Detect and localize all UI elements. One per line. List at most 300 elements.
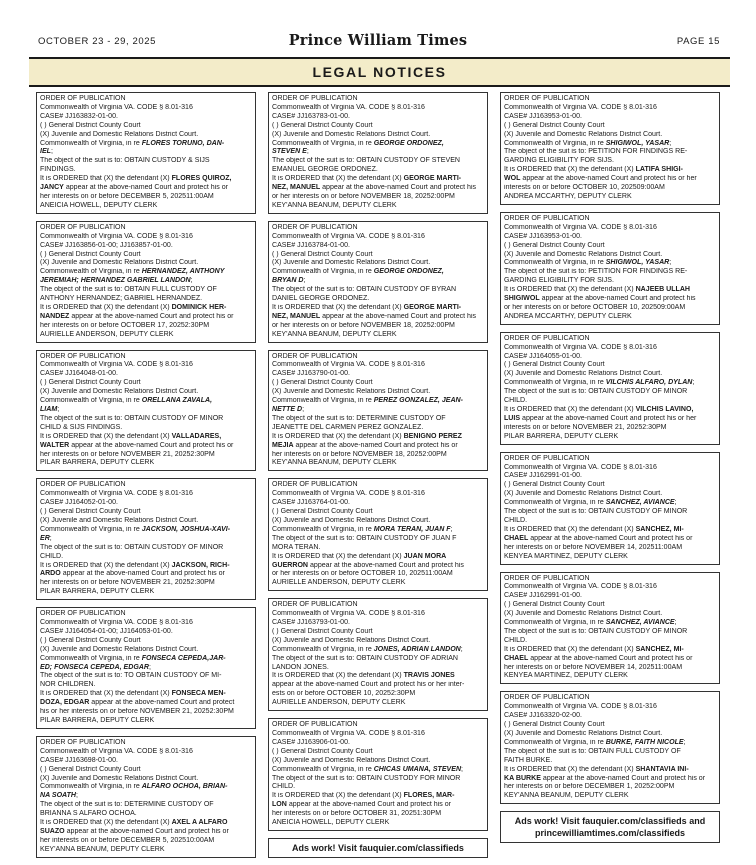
notice-deadline: her interests on or before DECEMBER 5, 202511:00AM <box>40 192 214 200</box>
notice-in-re: Commonwealth of Virginia, in re JONES, ADRIAN LANDON; <box>272 645 463 653</box>
notice-clerk: ANEICIA HOWELL, DEPUTY CLERK <box>40 201 158 209</box>
notice-object-cont: EMANUEL GEORGE ORDONEZ. <box>272 166 378 174</box>
notice-case: CASE# JJ163784-01-00. <box>272 241 350 249</box>
notice-gdc: ( ) General District County Court <box>40 379 141 387</box>
notice-object: The object of the suit is to: OBTAIN CUSTODY FOR MINOR <box>272 774 461 782</box>
notice-title: ORDER OF PUBLICATION <box>272 352 358 360</box>
order-prefix: It is ORDERED that (X) the defendant (X) <box>40 175 172 183</box>
in-re-name: SANCHEZ, AVIANCE <box>605 499 675 507</box>
notice-clerk: ANDREA MCCARTHY, DEPUTY CLERK <box>504 192 632 200</box>
notice-jdr: (X) Juvenile and Domestic Relations District Court. <box>272 130 431 138</box>
notice-deadline: her interests on or before OCTOBER 17, 20252:30PM <box>40 321 210 329</box>
notice-clerk: KEY'ANNA BEANUM, DEPUTY CLERK <box>40 845 165 853</box>
order-prefix: It is ORDERED that (X) the defendant (X) <box>504 525 636 533</box>
notice-gdc: ( ) General District County Court <box>272 250 373 258</box>
notice-clerk: PILAR BARRERA, DEPUTY CLERK <box>40 459 155 467</box>
order-prefix: It is ORDERED that (X) the defendant (X) <box>272 432 404 440</box>
notice-gdc: ( ) General District County Court <box>40 765 141 773</box>
notice-in-re: Commonwealth of Virginia, in re SANCHEZ, AVIANCE; <box>504 499 677 507</box>
legal-notice <box>268 478 488 591</box>
order-prefix: It is ORDERED that (X) the defendant (X) <box>504 286 636 294</box>
notice-title: ORDER OF PUBLICATION <box>40 223 126 231</box>
notice-in-re: Commonwealth of Virginia, in re MORA TERAN, JUAN F; <box>272 525 453 533</box>
section-title: LEGAL NOTICES <box>29 57 730 87</box>
notice-jdr: (X) Juvenile and Domestic Relations District Court. <box>504 490 663 498</box>
column-1 <box>36 92 256 865</box>
notice-code: Commonwealth of Virginia VA. CODE § 8.01-316 <box>272 103 425 111</box>
defendant-name-cont: CHAEL <box>504 654 529 662</box>
notice-object-cont: DANIEL GEORGE ORDONEZ. <box>272 295 370 303</box>
order-prefix: It is ORDERED that (X) the defendant (X) <box>272 175 404 183</box>
legal-notice <box>268 350 488 472</box>
ad-line-2: princewilliamtimes.com/classifieds <box>534 828 686 839</box>
in-re-name-cont: NETTE D <box>272 406 303 413</box>
notice-clerk: KEY'ANNA BEANUM, DEPUTY CLERK <box>272 201 397 209</box>
notice-title: ORDER OF PUBLICATION <box>40 610 126 618</box>
notice-order <box>504 166 716 175</box>
legal-notice <box>268 221 488 343</box>
in-re-prefix: Commonwealth of Virginia, in re <box>504 619 606 627</box>
order-prefix: It is ORDERED that (X) the defendant (X) <box>40 690 172 698</box>
defendant-name-cont: NANDEZ <box>40 312 70 320</box>
in-re-name-cont: LIAM <box>40 406 58 413</box>
notice-deadline: or her interests on or before NOVEMBER 18, 20252:00PM <box>272 192 455 200</box>
notice-order <box>272 175 484 184</box>
notice-clerk: KEY'ANNA BEANUM, DEPUTY CLERK <box>272 459 397 467</box>
notice-object: The object of the suit is to: OBTAIN CUSTODY OF MINOR <box>40 414 224 422</box>
in-re-name: ORELLANA ZAVALA, <box>141 397 213 405</box>
notice-appear <box>40 570 252 579</box>
notice-order <box>40 819 252 828</box>
defendant-name: AXEL A ALFARO <box>171 819 228 827</box>
notice-in-re-cont: STEVEN E; <box>272 148 309 156</box>
in-re-prefix: Commonwealth of Virginia, in re <box>504 499 606 507</box>
notice-deadline: or her interests on or before NOVEMBER 18, 20252:00PM <box>272 321 455 329</box>
notice-case: CASE# JJ163906-01-00. <box>272 738 350 746</box>
notice-order <box>40 690 252 699</box>
notice-title: ORDER OF PUBLICATION <box>272 481 358 489</box>
notice-case: CASE# JJ164052-01-00. <box>40 499 118 507</box>
classifieds-ad <box>500 811 720 843</box>
notice-jdr: (X) Juvenile and Domestic Relations District Court. <box>504 130 663 138</box>
notice-code: Commonwealth of Virginia VA. CODE § 8.01-316 <box>40 490 193 498</box>
notice-object: The object of the suit is to: OBTAIN CUSTODY OF MINOR <box>40 543 224 551</box>
notice-gdc: ( ) General District County Court <box>504 721 605 729</box>
notice-object: The object of the suit is to: OBTAIN CUSTODY OF STEVEN <box>272 157 460 165</box>
in-re-prefix: Commonwealth of Virginia, in re <box>272 268 374 276</box>
notice-object-cont: BRIANNA S ALFARO OCHOA. <box>40 810 137 818</box>
notice-code: Commonwealth of Virginia VA. CODE § 8.01-316 <box>40 747 193 755</box>
in-re-prefix: Commonwealth of Virginia, in re <box>504 379 606 387</box>
in-re-name: CHICAS UMANA, STEVEN <box>373 765 462 773</box>
defendant-name-cont: JANCY <box>40 184 64 192</box>
defendant-name-cont: WOL <box>504 175 521 183</box>
notice-in-re <box>272 268 484 277</box>
notice-jdr: (X) Juvenile and Domestic Relations District Court. <box>40 259 199 267</box>
notice-appear <box>40 313 252 322</box>
notice-object: The object of the suit is to: DETERMINE CUSTODY OF <box>272 414 446 422</box>
defendant-name: VILCHIS LAVINO, <box>635 406 694 413</box>
appear-text: appear at the above-named Court and protect his or <box>64 827 229 835</box>
notice-object: The object of the suit is to: TO OBTAIN CUSTODY OF MI- <box>40 672 222 680</box>
notice-case: CASE# JJ163953-01-00. <box>504 232 582 240</box>
notice-appear <box>272 801 484 810</box>
in-re-prefix: Commonwealth of Virginia, in re <box>272 765 374 773</box>
notice-in-re: Commonwealth of Virginia, in re SHIGIWOL, YASAR; <box>504 259 672 267</box>
in-re-name-cont: JEREMIAH; HERNANDEZ GABRIEL LANDON <box>40 277 191 285</box>
appear-text: appear at the above-named Court and protect his or <box>69 441 234 449</box>
notice-code: Commonwealth of Virginia VA. CODE § 8.01-316 <box>504 703 657 711</box>
defendant-name-cont: ARDO <box>40 570 61 578</box>
order-prefix: It is ORDERED that (X) the defendant (X) <box>272 552 404 560</box>
defendant-name: LATIFA SHIGI- <box>635 166 683 174</box>
notice-code: Commonwealth of Virginia VA. CODE § 8.01-316 <box>504 343 657 351</box>
notice-code: Commonwealth of Virginia VA. CODE § 8.01-316 <box>272 610 425 618</box>
notice-in-re-cont: LIAM; <box>40 406 60 413</box>
notice-in-re <box>40 526 252 535</box>
appear-text: appear at the above-named Court and protect his <box>308 561 464 569</box>
defendant-name: BENIGNO PEREZ <box>403 432 462 440</box>
notice-gdc: ( ) General District County Court <box>40 636 141 644</box>
in-re-prefix: Commonwealth of Virginia, in re <box>272 139 374 147</box>
notice-jdr: (X) Juvenile and Domestic Relations District Court. <box>40 388 199 396</box>
notice-object-cont: CHILD & SIJS FINDINGS. <box>40 423 123 431</box>
notice-order <box>40 304 252 313</box>
notice-deadline: her interests on or before NOVEMBER 14, 202511:00AM <box>504 663 683 671</box>
appear-text: appear at the above-named Court and protect his <box>320 184 477 192</box>
notice-object-cont: CHILD. <box>272 783 296 791</box>
notice-title: ORDER OF PUBLICATION <box>504 574 590 582</box>
notice-gdc: ( ) General District County Court <box>272 627 373 635</box>
in-re-name: PEREZ GONZALEZ, JEAN- <box>373 397 463 405</box>
notice-appear <box>40 699 252 708</box>
notice-case: CASE# JJ164054-01-00; JJ164053-01-00. <box>40 627 173 635</box>
notice-code: Commonwealth of Virginia VA. CODE § 8.01-316 <box>272 730 425 737</box>
appear-text: appear at the above-named Court and protect his <box>539 295 696 303</box>
defendant-name: GEORGE MARTI- <box>403 303 462 311</box>
defendant-name-cont: LUIS <box>504 414 521 422</box>
defendant-name: SANCHEZ, MI- <box>635 645 684 653</box>
defendant-name: SHANTAVIA INI- <box>635 765 689 773</box>
notice-in-re-cont: NA SOATH; <box>40 792 78 800</box>
notice-code: Commonwealth of Virginia VA. CODE § 8.01-316 <box>40 103 193 111</box>
in-re-prefix: Commonwealth of Virginia, in re <box>40 525 142 533</box>
defendant-name: DOMINICK HER- <box>171 303 227 311</box>
in-re-prefix: Commonwealth of Virginia, in re <box>40 139 142 147</box>
notice-case: CASE# JJ163953-01-00. <box>504 112 582 120</box>
appear-text: appear at the above-named Court and protect <box>89 699 235 707</box>
legal-notice <box>500 92 720 205</box>
notice-gdc: ( ) General District County Court <box>272 379 373 387</box>
notice-appear <box>272 442 484 451</box>
notice-deadline: her interests on or before NOVEMBER 21, 20252:30PM <box>40 579 215 587</box>
notice-case: CASE# JJ163783-01-00. <box>272 112 350 120</box>
notice-in-re: Commonwealth of Virginia, in re CHICAS UMANA, STEVEN; <box>272 765 463 773</box>
notice-jdr: (X) Juvenile and Domestic Relations District Court. <box>40 774 199 782</box>
notice-clerk: AURIELLE ANDERSON, DEPUTY CLERK <box>40 330 174 338</box>
legal-notice <box>36 736 256 858</box>
notice-deadline: her interests on or before DECEMBER 1, 20252:00PM <box>504 783 675 791</box>
notice-jdr: (X) Juvenile and Domestic Relations District Court. <box>40 645 199 653</box>
notice-title: ORDER OF PUBLICATION <box>40 481 126 489</box>
legal-notice <box>268 598 488 711</box>
order-prefix: It is ORDERED that (X) the defendant (X) <box>40 561 172 569</box>
notice-in-re: Commonwealth of Virginia, in re VILCHIS ALFARO, DYLAN; <box>504 379 695 387</box>
notice-code: Commonwealth of Virginia VA. CODE § 8.01-316 <box>272 490 425 498</box>
notice-in-re <box>272 140 484 149</box>
notice-case: CASE# JJ163320-02-00. <box>504 712 582 720</box>
in-re-name-cont: ED; FONSECA CEPEDA, EDGAR <box>40 663 149 671</box>
notice-in-re-cont: ER; <box>40 534 52 542</box>
notice-case: CASE# JJ163790-01-00. <box>272 370 350 378</box>
defendant-name: SANCHEZ, MI- <box>635 525 684 533</box>
notice-order <box>40 433 252 442</box>
defendant-name-cont: WALTER <box>40 441 70 449</box>
notice-in-re: Commonwealth of Virginia, in re BURKE, FAITH NICOLE; <box>504 738 686 746</box>
notice-clerk: ANEICIA HOWELL, DEPUTY CLERK <box>272 819 390 827</box>
defendant-name-cont: NEZ, MANUEL <box>272 312 321 320</box>
defendant-name: GEORGE MARTI- <box>403 175 462 183</box>
notice-order <box>504 766 716 775</box>
order-prefix: It is ORDERED that (X) the defendant (X) <box>504 166 636 174</box>
legal-notice <box>500 572 720 685</box>
notice-object-cont: MORA TERAN. <box>272 543 321 551</box>
order-prefix: It is ORDERED that (X) the defendant (X) <box>504 765 636 773</box>
appear-text: appear at the above-named Court and protect his or her inter- <box>272 681 465 689</box>
legal-notice <box>268 92 488 214</box>
notice-title: ORDER OF PUBLICATION <box>272 601 358 609</box>
notice-deadline: ests on or before OCTOBER 10, 20252:30PM <box>272 690 416 698</box>
in-re-prefix: Commonwealth of Virginia, in re <box>504 259 606 267</box>
appear-text: appear at the above-named Court and protect his or <box>63 184 229 192</box>
notice-case: CASE# JJ163832-01-00. <box>40 112 118 120</box>
order-prefix: It is ORDERED that (X) the defendant (X) <box>272 792 404 800</box>
notice-title: ORDER OF PUBLICATION <box>40 95 126 102</box>
masthead: Prince William Times <box>288 32 468 49</box>
notice-appear <box>272 184 484 193</box>
defendant-name-cont: KA BURKE <box>504 774 541 782</box>
appear-text: appear at the above-named Court and protect his or her <box>520 175 697 183</box>
notice-case: CASE# JJ163793-01-00. <box>272 619 350 627</box>
legal-notice <box>36 478 256 600</box>
notice-gdc: ( ) General District County Court <box>504 361 605 369</box>
issue-date: OCTOBER 23 - 29, 2025 <box>38 36 157 47</box>
notice-case: CASE# JJ162991-01-00. <box>504 592 582 600</box>
notice-appear <box>504 775 716 784</box>
legal-notice <box>36 92 256 214</box>
notice-object-cont: NOR CHILDREN. <box>40 681 96 689</box>
column-2 <box>268 92 488 858</box>
notice-jdr: (X) Juvenile and Domestic Relations District Court. <box>504 610 663 618</box>
order-prefix: It is ORDERED that (X) the defendant (X) <box>272 672 404 680</box>
notice-in-re <box>40 783 252 792</box>
defendant-name: JACKSON, RICH- <box>171 561 230 569</box>
notice-jdr: (X) Juvenile and Domestic Relations District Court. <box>504 250 663 258</box>
in-re-name-cont: IEL <box>40 148 51 156</box>
notice-deadline: her interests on or before OCTOBER 31, 20251:30PM <box>272 810 442 818</box>
notice-deadline: her interests on or before DECEMBER 5, 202510:00AM <box>40 836 215 844</box>
notice-object-cont: ANTHONY HERNANDEZ; GABRIEL HERNANDEZ. <box>40 295 203 303</box>
defendant-name-cont: CHAEL <box>504 534 529 542</box>
in-re-name: GEORGE ORDONEZ, <box>373 268 444 276</box>
notice-object: The object of the suit is to: OBTAIN FULL CUSTODY OF <box>504 747 681 755</box>
notice-jdr: (X) Juvenile and Domestic Relations District Court. <box>272 516 431 524</box>
notice-case: CASE# JJ164048-01-00. <box>40 370 118 378</box>
in-re-name-cont: ER <box>40 534 50 542</box>
order-prefix: It is ORDERED that (X) the defendant (X) <box>504 406 636 413</box>
notice-code: Commonwealth of Virginia VA. CODE § 8.01-316 <box>40 619 193 627</box>
notice-order <box>40 175 252 184</box>
notice-jdr: (X) Juvenile and Domestic Relations District Court. <box>272 756 431 764</box>
notice-deadline: her interests on or before NOVEMBER 21, 20252:30PM <box>40 450 215 458</box>
in-re-name: SHIGIWOL, YASAR <box>605 259 670 267</box>
notice-gdc: ( ) General District County Court <box>40 121 141 129</box>
notice-clerk: PILAR BARRERA, DEPUTY CLERK <box>40 717 155 724</box>
notice-code: Commonwealth of Virginia VA. CODE § 8.01-316 <box>40 232 193 240</box>
notice-jdr: (X) Juvenile and Domestic Relations District Court. <box>272 259 431 267</box>
notice-title: ORDER OF PUBLICATION <box>504 214 590 222</box>
in-re-name: SHIGIWOL, YASAR <box>605 139 670 147</box>
defendant-name: VALLADARES, <box>171 432 222 440</box>
in-re-prefix: Commonwealth of Virginia, in re <box>40 397 142 405</box>
notice-in-re <box>40 397 252 406</box>
notice-title: ORDER OF PUBLICATION <box>40 352 126 360</box>
defendant-name-cont: LON <box>272 801 287 809</box>
notice-deadline: his or her interests on or before NOVEMBER 21, 20252:30PM <box>40 708 234 716</box>
notice-code: Commonwealth of Virginia VA. CODE § 8.01-316 <box>40 361 193 369</box>
legal-notice <box>500 212 720 325</box>
defendant-name-cont: SUAZO <box>40 827 65 835</box>
notice-object-cont: JEANETTE DEL CARMEN PEREZ GONZALEZ. <box>272 423 424 431</box>
notice-in-re <box>40 655 252 664</box>
in-re-prefix: Commonwealth of Virginia, in re <box>272 397 374 405</box>
notice-title: ORDER OF PUBLICATION <box>272 721 358 729</box>
notice-deadline: or her interests on or before OCTOBER 10, 202509:00AM <box>504 303 686 311</box>
appear-text: appear at the above-named Court and protect his or <box>293 441 458 449</box>
in-re-name: HERNANDEZ, ANTHONY <box>141 268 225 276</box>
notice-gdc: ( ) General District County Court <box>272 121 373 129</box>
ad-line-1: Ads work! Visit fauquier.com/classifieds and <box>514 816 706 827</box>
notice-gdc: ( ) General District County Court <box>40 508 141 516</box>
notice-case: CASE# JJ164055-01-00. <box>504 352 582 360</box>
notice-appear <box>504 535 716 544</box>
appear-text: appear at the above-named Court and protect his or <box>540 774 706 782</box>
notice-appear <box>272 313 484 322</box>
defendant-name: FLORES, MAR- <box>403 792 455 800</box>
notice-object-cont: CHILD. <box>40 552 64 560</box>
notice-order <box>40 562 252 571</box>
notice-in-re: Commonwealth of Virginia, in re SHIGIWOL, YASAR; <box>504 139 672 147</box>
legal-notice <box>500 691 720 804</box>
defendant-name-cont: MEJIA <box>272 441 294 449</box>
notice-appear <box>272 681 484 690</box>
notice-object-cont: FINDINGS. <box>40 166 76 174</box>
notice-in-re-cont: JEREMIAH; HERNANDEZ GABRIEL LANDON; <box>40 277 193 285</box>
notice-deadline: or her interests on or before OCTOBER 10, 202511:00AM <box>272 570 453 578</box>
notice-object: The object of the suit is to: OBTAIN CUSTODY OF ADRIAN <box>272 654 459 662</box>
page-header <box>0 30 756 54</box>
notice-code: Commonwealth of Virginia VA. CODE § 8.01-316 <box>504 463 657 471</box>
notice-deadline: her interests on or before NOVEMBER 14, 202511:00AM <box>504 543 683 551</box>
defendant-name: JUAN MORA <box>403 552 447 560</box>
notice-appear <box>504 655 716 664</box>
appear-text: appear at the above-named Court and protect his or <box>69 312 234 320</box>
legal-notice <box>268 718 488 831</box>
notice-object: The object of the suit is to: PETITION FOR FINDINGS RE- <box>504 148 688 156</box>
notice-object: The object of the suit is to: OBTAIN FULL CUSTODY OF <box>40 286 217 294</box>
notice-order <box>504 526 716 535</box>
notice-clerk: KENYEA MARTINEZ, DEPUTY CLERK <box>504 552 628 560</box>
in-re-name: ALFARO OCHOA, BRIAN- <box>141 783 228 791</box>
notice-clerk: ANDREA MCCARTHY, DEPUTY CLERK <box>504 312 632 320</box>
notice-order <box>504 286 716 295</box>
in-re-name-cont: BRYAN D <box>272 277 304 285</box>
defendant-name: FLORES QUIROZ, <box>171 175 232 183</box>
notice-jdr: (X) Juvenile and Domestic Relations District Court. <box>40 516 199 524</box>
notice-in-re-cont: IEL; <box>40 148 53 156</box>
notice-in-re <box>40 268 252 277</box>
in-re-name: FONSECA CEPEDA,JAR- <box>141 654 226 662</box>
notice-object: The object of the suit is to: OBTAIN CUSTODY & SIJS <box>40 157 210 165</box>
notice-order <box>272 553 484 562</box>
in-re-name: JONES, ADRIAN LANDON <box>373 645 461 653</box>
notice-gdc: ( ) General District County Court <box>272 747 373 755</box>
notice-order <box>504 406 716 415</box>
notice-jdr: (X) Juvenile and Domestic Relations District Court. <box>272 636 431 644</box>
in-re-prefix: Commonwealth of Virginia, in re <box>40 783 142 791</box>
notice-code: Commonwealth of Virginia VA. CODE § 8.01-316 <box>504 223 657 231</box>
notice-title: ORDER OF PUBLICATION <box>272 95 358 102</box>
legal-notice <box>500 332 720 445</box>
notice-appear <box>504 295 716 304</box>
defendant-name: NAJEEB ULLAH <box>635 286 691 294</box>
in-re-name: VILCHIS ALFARO, DYLAN <box>605 379 693 387</box>
notice-object-cont: CHILD. <box>504 397 528 405</box>
notice-jdr: (X) Juvenile and Domestic Relations District Court. <box>40 130 199 138</box>
notice-object: The object of the suit is to: OBTAIN CUSTODY OF MINOR <box>504 388 688 396</box>
notice-in-re-cont: ED; FONSECA CEPEDA, EDGAR; <box>40 663 151 671</box>
notice-order <box>504 646 716 655</box>
in-re-prefix: Commonwealth of Virginia, in re <box>504 139 606 147</box>
notice-case: CASE# JJ163856-01-00; JJ163857-01-00. <box>40 241 173 249</box>
notice-appear <box>272 562 484 571</box>
page-number: PAGE 15 <box>676 36 720 47</box>
notice-clerk: AURIELLE ANDERSON, DEPUTY CLERK <box>272 579 406 587</box>
notice-object-cont: LANDON JONES. <box>272 663 329 671</box>
notice-appear <box>504 175 716 184</box>
notice-clerk: AURIELLE ANDERSON, DEPUTY CLERK <box>272 699 406 707</box>
notice-object-cont: FAITH BURKE. <box>504 756 553 764</box>
notice-deadline: interests on or before NOVEMBER 21, 20252:30PM <box>504 423 667 431</box>
notice-in-re: Commonwealth of Virginia, in re SANCHEZ, AVIANCE; <box>504 619 677 627</box>
legal-notice <box>500 452 720 565</box>
notice-object: The object of the suit is to: OBTAIN CUSTODY OF MINOR <box>504 508 688 516</box>
notice-deadline: her interests on or before NOVEMBER 18, 20252:00PM <box>272 450 447 458</box>
notice-object-cont: GARDING ELIGIBILITY FOR SIJS. <box>504 157 614 165</box>
order-prefix: It is ORDERED that (X) the defendant (X) <box>504 645 636 653</box>
notice-title: ORDER OF PUBLICATION <box>272 223 358 231</box>
notice-title: ORDER OF PUBLICATION <box>504 454 590 462</box>
column-3 <box>500 92 720 843</box>
notice-appear <box>40 184 252 193</box>
notice-object-cont: CHILD. <box>504 516 528 524</box>
notice-title: ORDER OF PUBLICATION <box>40 738 126 746</box>
order-prefix: It is ORDERED that (X) the defendant (X) <box>272 303 404 311</box>
notice-gdc: ( ) General District County Court <box>504 241 605 249</box>
notice-code: Commonwealth of Virginia VA. CODE § 8.01-316 <box>504 103 657 111</box>
notice-in-re <box>272 397 484 406</box>
notice-object: The object of the suit is to: OBTAIN CUSTODY OF BYRAN <box>272 286 457 294</box>
